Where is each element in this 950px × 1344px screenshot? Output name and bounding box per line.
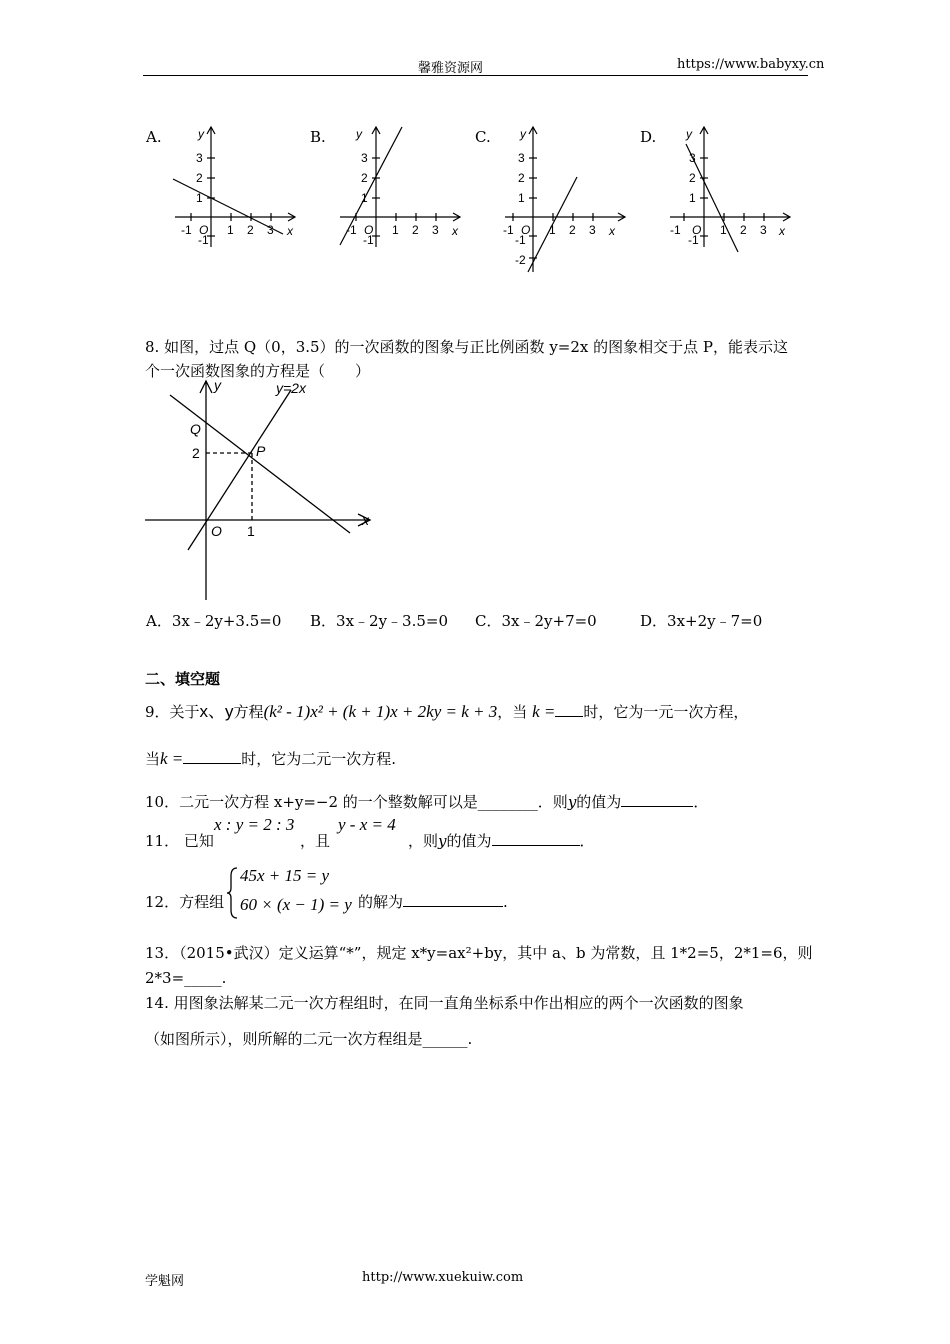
q9-k-eq: k = — [532, 702, 556, 721]
q9-tail1: 时，它为一元一次方程， — [583, 703, 749, 721]
q7c-xtick-2: 2 — [569, 223, 576, 237]
q9-line2-k-eq: k = — [160, 749, 184, 768]
q7d-y-label: y — [686, 127, 692, 141]
q8-origin: O — [211, 523, 222, 539]
q12-tail-line — [358, 891, 508, 912]
q7d-ytick-m1: -1 — [688, 233, 699, 247]
q9-equation: (k² - 1)x² + (k + 1)x + 2ky = k + 3 — [263, 702, 498, 721]
footer-site-name: 学魁网 — [145, 1274, 185, 1289]
q7c-x-label: x — [609, 224, 615, 238]
q9-blank-1 — [555, 716, 583, 717]
q10-end: ． — [693, 793, 709, 811]
q14-line1: 14. 用图象法解某二元一次方程组时，在同一直角坐标系中作出相应的两个一次函数的图象 — [145, 994, 744, 1012]
q7a-ytick-2: 2 — [196, 171, 203, 185]
q8-point-p: P — [256, 443, 266, 459]
q7b-ytick-2: 2 — [361, 171, 368, 185]
q7a-xtick-3: 3 — [267, 223, 274, 237]
q7c-xtick-3: 3 — [589, 223, 596, 237]
q7-option-d-label: D. — [640, 128, 657, 146]
q8-line-label: y=2x — [276, 380, 306, 396]
header-site-name: 馨雅资源网 — [418, 61, 484, 76]
q8-option-c: C．3x﹣2y+7=0 — [475, 612, 597, 630]
q7d-xtick-3: 3 — [760, 223, 767, 237]
q7d-xtick-m1: -1 — [670, 223, 681, 237]
q10-text: 10．二元一次方程 x+y=−2 的一个整数解可以是________．则 — [145, 793, 568, 811]
q11-mid: ，且 — [300, 832, 331, 850]
q12-end: . — [503, 893, 508, 911]
q10-tail: 的值为 — [576, 793, 622, 811]
q12-brace — [225, 866, 239, 920]
q7d-xtick-1: 1 — [720, 223, 727, 237]
q9-vars: x、y — [199, 702, 234, 721]
q7c-ytick-1: 1 — [518, 191, 525, 205]
q8-option-a: A．3x﹣2y+3.5=0 — [146, 612, 282, 630]
q7c-ytick-m1: -1 — [515, 233, 526, 247]
q8-option-b: B．3x﹣2y﹣3.5=0 — [310, 612, 449, 630]
q7a-ytick-3: 3 — [196, 151, 203, 165]
section-title-fill-in: 二、填空题 — [145, 670, 221, 688]
q7-graph-a — [165, 122, 305, 252]
q9-line2-when: 当 — [145, 750, 161, 768]
footer-url[interactable]: http://www.xuekuiw.com — [362, 1270, 524, 1285]
q7a-xtick-1: 1 — [227, 223, 234, 237]
q7b-y-label: y — [356, 127, 362, 141]
q8-text-line1: 8. 如图，过点 Q（0，3.5）的一次函数的图象与正比例函数 y=2x 的图象相交于点 P，能表示这 — [145, 338, 788, 356]
q12-tail: 的解为 — [358, 893, 404, 911]
q8-tick-x1: 1 — [247, 523, 255, 539]
q11-diff: y - x = 4 — [338, 815, 396, 834]
q7a-y-label: y — [198, 127, 204, 141]
q12-prefix: 12．方程组 — [145, 893, 225, 911]
q8-option-d: D．3x+2y﹣7=0 — [640, 612, 763, 630]
q14-line2: （如图所示），则所解的二元一次方程组是______. — [145, 1030, 473, 1048]
q9-prefix: 9．关于 — [145, 703, 200, 721]
q8-tick-y2: 2 — [192, 445, 200, 461]
q11-blank — [492, 845, 580, 846]
q7b-ytick-1: 1 — [361, 191, 368, 205]
q9-line1 — [145, 697, 748, 722]
q7a-ytick-m1: -1 — [198, 233, 209, 247]
q8-text-line2: 个一次函数图象的方程是（ ） — [145, 362, 371, 380]
q7b-ytick-3: 3 — [361, 151, 368, 165]
q9-tail2: 时，它为二元一次方程. — [241, 750, 397, 768]
header-url[interactable]: https://www.babyxy.cn — [677, 57, 825, 72]
q7b-xtick-m1: -1 — [346, 223, 357, 237]
q9-blank-2 — [183, 763, 241, 764]
q7c-xtick-1: 1 — [549, 223, 556, 237]
q13-line1: 13．（2015•武汉）定义运算“*”，规定 x*y=ax²+by，其中 a、b 为常数，且 1*2=5，2*1=6，则 — [145, 944, 813, 962]
q7b-xtick-2: 2 — [412, 223, 419, 237]
q7d-origin: O — [692, 223, 702, 237]
q7a-ytick-1: 1 — [196, 191, 203, 205]
q10-y: y — [567, 793, 577, 811]
q7c-ytick-3: 3 — [518, 151, 525, 165]
q7d-ytick-2: 2 — [689, 171, 696, 185]
q7a-x-label: x — [287, 224, 293, 238]
q9-when: 当 — [512, 703, 528, 721]
q13-line2: 2*3=_____. — [145, 969, 227, 987]
q9-mid: 方程 — [233, 703, 264, 721]
q9-line2 — [145, 748, 396, 769]
q7c-y-label: y — [520, 127, 526, 141]
q12-eq2: 60 × (x − 1) = y — [240, 895, 352, 914]
q11-y: y — [438, 832, 447, 850]
q7c-ytick-m2: -2 — [515, 253, 526, 267]
q11-tail2: 的值为 — [446, 832, 492, 850]
q7b-origin: O — [364, 223, 374, 237]
q7d-x-label: x — [779, 224, 785, 238]
q7a-xtick-2: 2 — [247, 223, 254, 237]
q7b-ytick-m1: -1 — [363, 233, 374, 247]
q7-option-b-label: B. — [310, 128, 326, 146]
q7-graph-c — [495, 122, 635, 277]
q7-graph-b — [330, 122, 470, 252]
q8-x-label: x — [362, 512, 369, 528]
q11-end: ． — [579, 832, 595, 850]
q7c-xtick-m1: -1 — [503, 223, 514, 237]
q7d-ytick-1: 1 — [689, 191, 696, 205]
q7d-ytick-3: 3 — [689, 151, 696, 165]
q8-point-q: Q — [190, 421, 201, 437]
q10-line — [145, 791, 708, 812]
q8-y-label: y — [214, 377, 221, 393]
q8-figure — [140, 376, 380, 602]
q12-blank — [403, 906, 503, 907]
q7c-origin: O — [521, 223, 531, 237]
q7b-xtick-1: 1 — [392, 223, 399, 237]
q7-option-a-label: A. — [146, 128, 162, 146]
q9-comma: ， — [497, 703, 513, 721]
q7a-xtick-m1: -1 — [181, 223, 192, 237]
q10-blank — [621, 806, 693, 807]
q7-option-c-label: C. — [475, 128, 491, 146]
q7b-xtick-3: 3 — [432, 223, 439, 237]
q11-tail: ，则 — [408, 832, 439, 850]
q11-prefix: 11． 已知 — [145, 832, 214, 850]
q7c-ytick-2: 2 — [518, 171, 525, 185]
q7d-xtick-2: 2 — [740, 223, 747, 237]
q7b-x-label: x — [452, 224, 458, 238]
q11-ratio: x : y = 2 : 3 — [214, 815, 295, 834]
q7a-origin: O — [199, 223, 209, 237]
header-rule — [143, 75, 808, 76]
q12-eq1: 45x + 15 = y — [240, 866, 330, 885]
q7-graph-d — [662, 122, 802, 257]
q11-tail-line — [408, 830, 595, 851]
